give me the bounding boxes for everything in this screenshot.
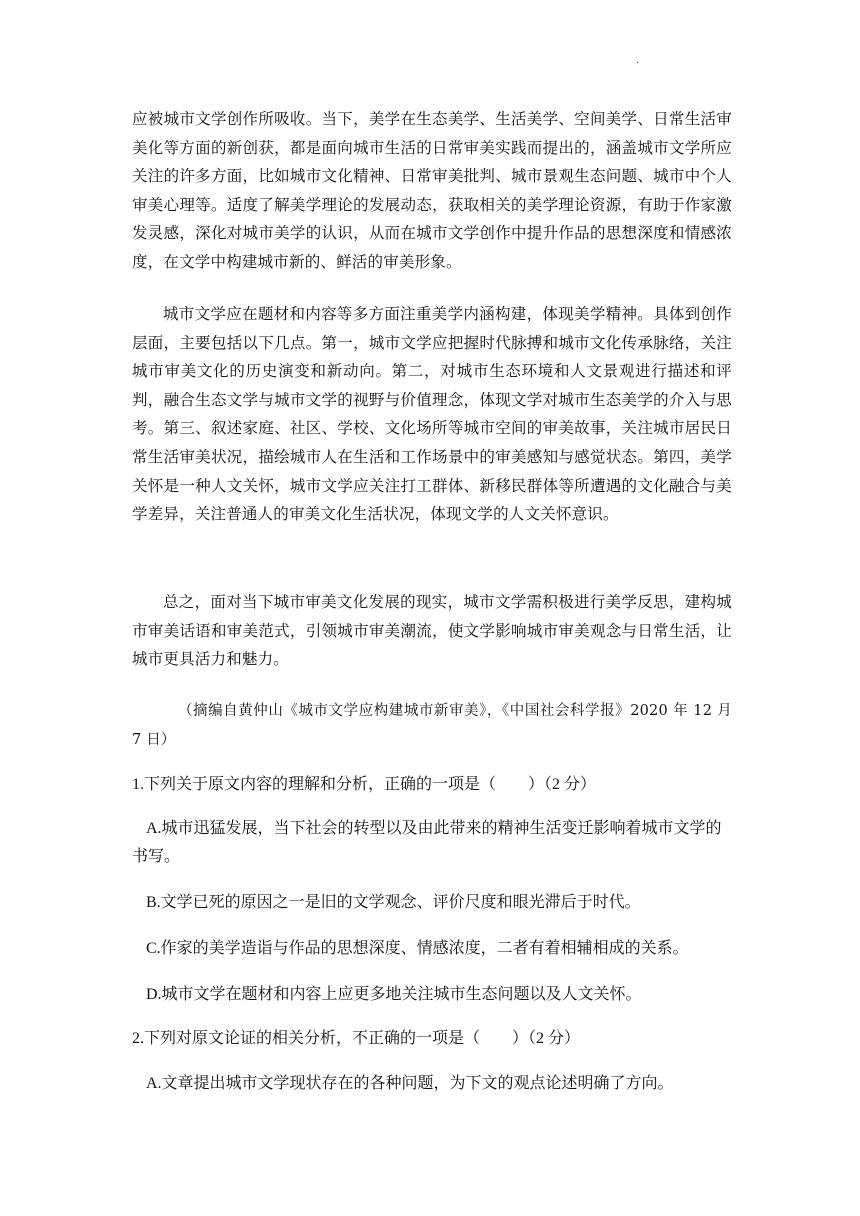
header-mark: · — [636, 58, 640, 69]
question-1-stem: 1.下列关于原文内容的理解和分析，正确的一项是（ ）（2 分） — [132, 776, 597, 793]
question-1-option-b: B.文学已死的原因之一是旧的文学观念、评价尺度和眼光滞后于时代。 — [146, 894, 641, 911]
passage-source-citation: （摘编自黄仲山《城市文学应构建城市新审美》，《中国社会科学报》2020 年 12 月 7 日） — [132, 703, 732, 748]
passage-paragraph-1: 应被城市文学创作所吸收。当下，美学在生态美学、生活美学、空间美学、日常生活审美化等方面的新创获，都是面向城市生活的日常审美实践而提出的，涵盖城市文学所应关注的许多方面，比如城市文化精神、日常审美批判、城市景观生态问题、城市中个人审美心理等。适度了解美学理论的发展动态，获取相关的美学理论资源，有助于作家激发灵感，深化对城市美学的认识，从而在城市文学创作中提升作品的思想深度和情感浓度，在文学中构建城市新的、鲜活的审美形象。 — [132, 110, 732, 271]
question-1-option-d: D.城市文学在题材和内容上应更多地关注城市生态问题以及人文关怀。 — [146, 986, 642, 1003]
question-2-stem: 2.下列对原文论证的相关分析，不正确的一项是（ ）（2 分） — [132, 1030, 581, 1047]
passage-paragraph-3: 总之，面对当下城市审美文化发展的现实，城市文学需积极进行美学反思，建构城市审美话语和审美范式，引领城市审美潮流，使文学影响城市审美观念与日常生活，让城市更具活力和魅力。 — [132, 593, 732, 669]
question-1-option-c: C.作家的美学造诣与作品的思想深度、情感浓度，二者有着相辅相成的关系。 — [146, 940, 689, 957]
passage-paragraph-2: 城市文学应在题材和内容等多方面注重美学内涵构建，体现美学精神。具体到创作层面，主要包括以下几点。第一，城市文学应把握时代脉搏和城市文化传承脉络，关注城市审美文化的历史演变和新动向。第二，对城市生态环境和人文景观进行描述和评判，融合生态文学与城市文学的视野与价值理念，体现文学对城市生态美学的介入与思考。第三、叙述家庭、社区、学校、文化场所等城市空间的审美故事，关注城市居民日常生活审美状况，描绘城市人在生活和工作场景中的审美感知与感觉状态。第四，美学关怀是一种人文关怀，城市文学应关注打工群体、新移民群体等所遭遇的文化融合与美学差异，关注普通人的审美文化生活状况，体现文学的人文关怀意识。 — [132, 305, 732, 524]
question-1-option-a: A.城市迅猛发展，当下社会的转型以及由此带来的精神生活变迁影响着城市文学的书写。 — [132, 820, 722, 865]
question-2-option-a: A.文章提出城市文学现状存在的各种问题，为下文的观点论述明确了方向。 — [146, 1075, 674, 1092]
